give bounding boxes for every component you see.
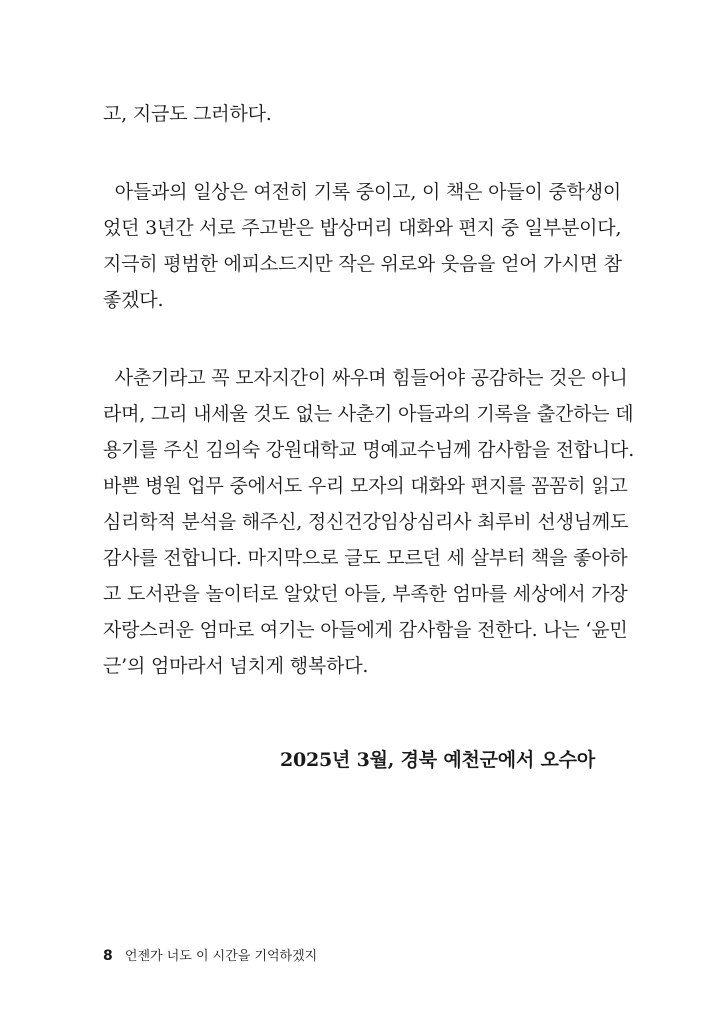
text-line: 근’의 엄마라서 넘치게 행복하다. [103, 655, 369, 677]
text-line: 바쁜 병원 업무 중에서도 우리 모자의 대화와 편지를 꼼꼼히 읽고 [103, 475, 628, 497]
running-title: 언젠가 너도 이 시간을 기억하겠지 [124, 949, 318, 964]
body-text [103, 96, 635, 684]
text-line: 좋겠다. [103, 289, 164, 311]
text-line: 사춘기라고 꼭 모자지간이 싸우며 힘들어야 공감하는 것은 아니 [103, 367, 628, 389]
text-line: 아들과의 일상은 여전히 기록 중이고, 이 책은 아들이 중학생이 [103, 181, 622, 203]
page-footer [103, 944, 317, 969]
text-line: 었던 3년간 서로 주고받은 밥상머리 대화와 편지 중 일부분이다, [103, 217, 622, 239]
text-line: 심리학적 분석을 해주신, 정신건강임상심리사 최루비 선생님께도 [103, 511, 629, 533]
text-line: 지극히 평범한 에피소드지만 작은 위로와 웃음을 얻어 가시면 참 [103, 253, 622, 275]
text-line: 고, 지금도 그러하다. [103, 103, 272, 125]
text-line: 라며, 그리 내세울 것도 없는 사춘기 아들과의 기록을 출간하는 데 [103, 403, 634, 425]
text-line: 고 도서관을 놀이터로 알았던 아들, 부족한 엄마를 세상에서 가장 [103, 583, 628, 605]
paragraph-gap [103, 132, 613, 174]
text-line: 감사를 전합니다. 마지막으로 글도 모르던 세 살부터 책을 좋아하 [103, 547, 628, 569]
paragraph-gap [103, 318, 613, 360]
text-line: 용기를 주신 김의숙 강원대학교 명예교수님께 감사함을 전합니다. [103, 439, 635, 461]
page-number: 8 [103, 948, 113, 964]
signature-line: 2025년 3월, 경북 예천군에서 오수아 [279, 749, 595, 771]
text-line: 자랑스러운 엄마로 여기는 아들에게 감사함을 전한다. 나는 ‘윤민 [103, 619, 628, 641]
